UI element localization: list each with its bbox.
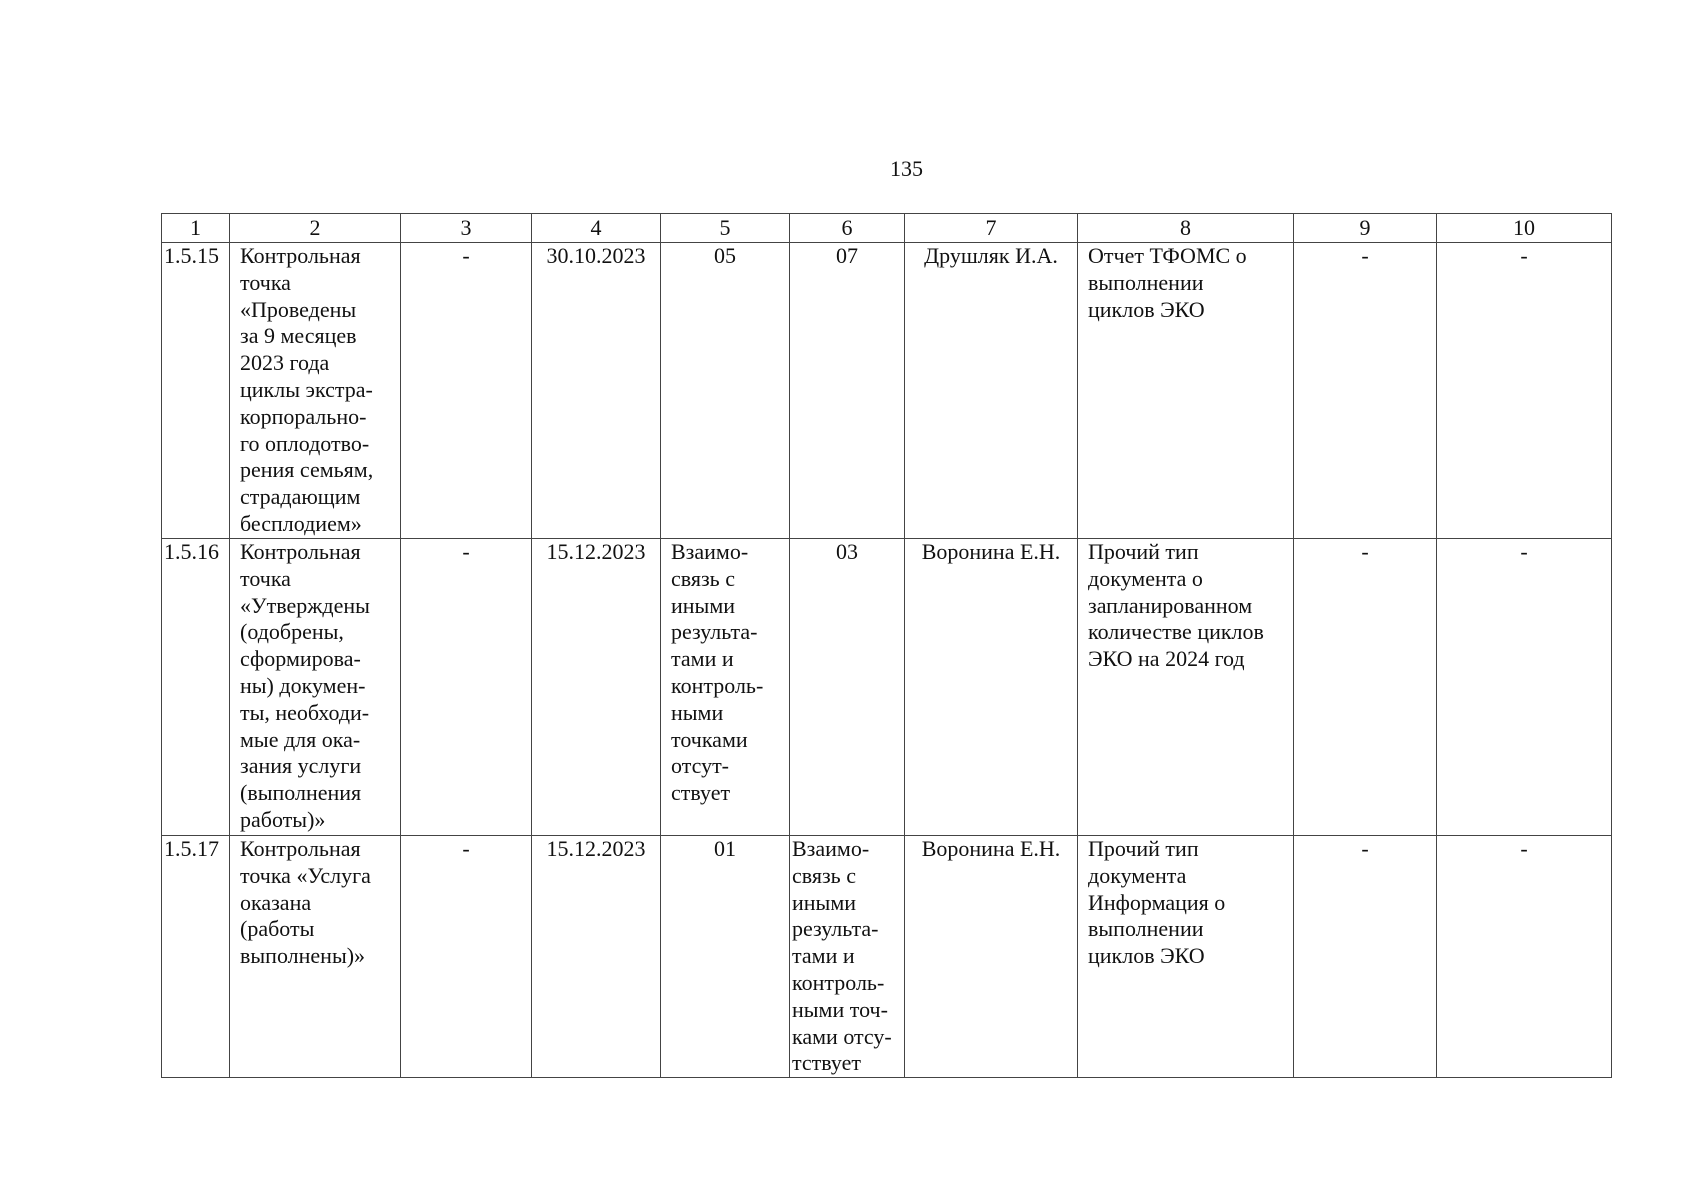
document-type: Прочий тип документа о запланированном количестве циклов ЭКО на 2024 год bbox=[1078, 539, 1294, 836]
row-number: 1.5.16 bbox=[162, 539, 230, 836]
table-header-row bbox=[162, 214, 1612, 243]
row-number: 1.5.17 bbox=[162, 836, 230, 1078]
col10-value: - bbox=[1437, 539, 1612, 836]
header-cell-3: 3 bbox=[401, 214, 532, 243]
table-row bbox=[162, 243, 1612, 539]
col10-value: - bbox=[1437, 836, 1612, 1078]
col5-value: Взаимо- связь с иными результа- тами и контроль- ными точками отсут- ствует bbox=[661, 539, 790, 836]
due-date: 15.12.2023 bbox=[532, 539, 661, 836]
checkpoint-name: Контрольная точка «Проведены за 9 месяцев 2023 года циклы экстра- корпорально- го оплодотво- рения семьям, страдающим бесплодием» bbox=[230, 243, 401, 539]
col3-value: - bbox=[401, 539, 532, 836]
col5-value: 01 bbox=[661, 836, 790, 1078]
col5-value: 05 bbox=[661, 243, 790, 539]
col6-value: Взаимо- связь с иными результа- тами и контроль- ными точ- ками отсу- тствует bbox=[790, 836, 905, 1078]
col9-value: - bbox=[1294, 836, 1437, 1078]
due-date: 15.12.2023 bbox=[532, 836, 661, 1078]
col9-value: - bbox=[1294, 243, 1437, 539]
col10-value: - bbox=[1437, 243, 1612, 539]
row-number: 1.5.15 bbox=[162, 243, 230, 539]
col3-value: - bbox=[401, 243, 532, 539]
checkpoint-name: Контрольная точка «Услуга оказана (работы выполнены)» bbox=[230, 836, 401, 1078]
plan-table bbox=[161, 213, 1612, 1078]
header-cell-7: 7 bbox=[905, 214, 1078, 243]
header-cell-5: 5 bbox=[661, 214, 790, 243]
page-number: 135 bbox=[890, 156, 923, 181]
col9-value: - bbox=[1294, 539, 1437, 836]
due-date: 30.10.2023 bbox=[532, 243, 661, 539]
table-row bbox=[162, 836, 1612, 1078]
header-cell-9: 9 bbox=[1294, 214, 1437, 243]
col6-value: 03 bbox=[790, 539, 905, 836]
responsible-person: Друшляк И.А. bbox=[905, 243, 1078, 539]
responsible-person: Воронина Е.Н. bbox=[905, 836, 1078, 1078]
header-cell-10: 10 bbox=[1437, 214, 1612, 243]
col3-value: - bbox=[401, 836, 532, 1078]
table-row bbox=[162, 539, 1612, 836]
document-type: Прочий тип документа Информация о выполнении циклов ЭКО bbox=[1078, 836, 1294, 1078]
header-cell-8: 8 bbox=[1078, 214, 1294, 243]
header-cell-2: 2 bbox=[230, 214, 401, 243]
header-cell-4: 4 bbox=[532, 214, 661, 243]
responsible-person: Воронина Е.Н. bbox=[905, 539, 1078, 836]
col6-value: 07 bbox=[790, 243, 905, 539]
header-cell-1: 1 bbox=[162, 214, 230, 243]
checkpoint-name: Контрольная точка «Утверждены (одобрены, сформирова- ны) докумен- ты, необходи- мые для ока- зания услуги (выполнения работы)» bbox=[230, 539, 401, 836]
document-type: Отчет ТФОМС о выполнении циклов ЭКО bbox=[1078, 243, 1294, 539]
header-cell-6: 6 bbox=[790, 214, 905, 243]
